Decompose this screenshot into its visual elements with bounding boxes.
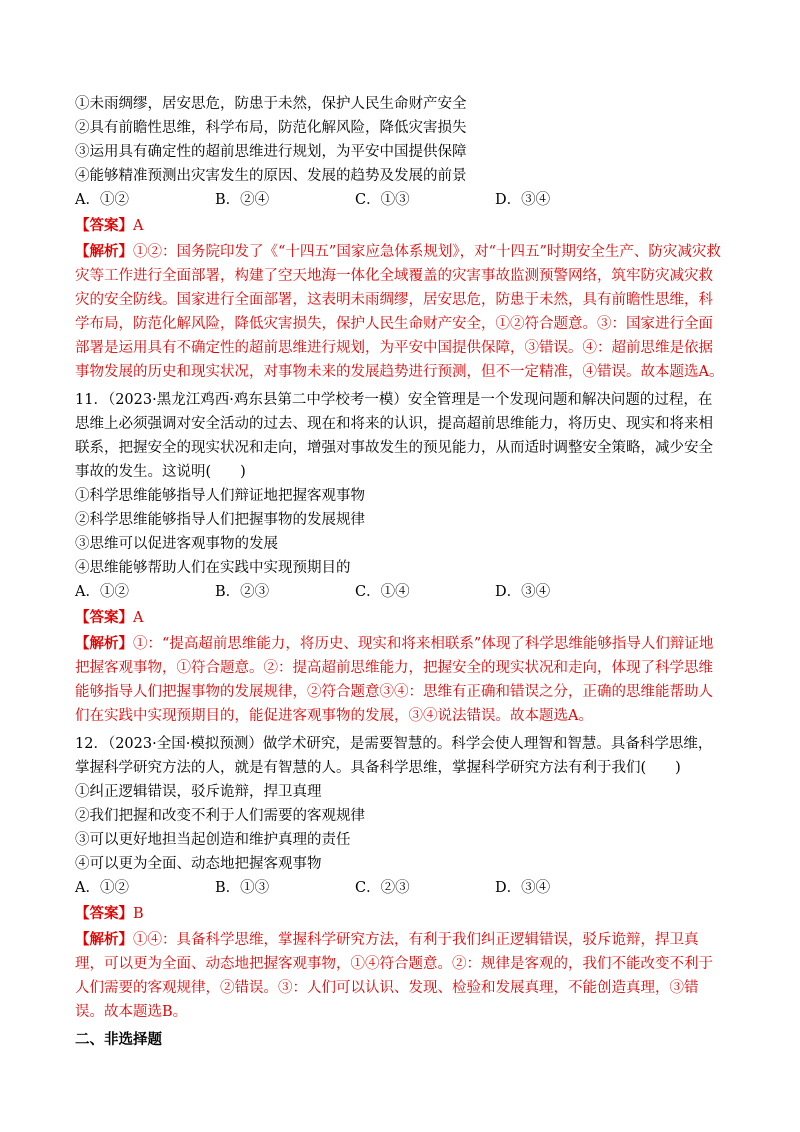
q12-stem: 12．（2023·全国·模拟预测）做学术研究，是需要智慧的。科学会使人理智和智慧。具备科学思维，掌握科学研究方法的人，就是有智慧的人。具备科学思维，掌握科学研究方法有利于我们( ) (75, 736, 713, 776)
q12-analysis (75, 928, 725, 1024)
q12-option-3: ③可以更好地担当起创造和维护真理的责任 (75, 832, 351, 848)
q10-option-3: ③运用具有确定性的超前思维进行规划，为平安中国提供保障 (75, 144, 467, 160)
q11-answer (75, 604, 725, 632)
q10-answer-value: A (133, 218, 144, 234)
q11-choice-d: D．③④ (495, 584, 551, 600)
q10-choice-c: C．①③ (355, 192, 410, 208)
q11-option-4: ④思维能够帮助人们在实践中实现预期目的 (75, 560, 351, 576)
q11-option-3: ③思维可以促进客观事物的发展 (75, 536, 278, 552)
q12-option-2: ②我们把握和改变不利于人们需要的客观规律 (75, 808, 365, 824)
q12-choice-c: C．②③ (355, 880, 410, 896)
q12-option-1: ①纠正逻辑错误，驳斥诡辩，捍卫真理 (75, 784, 322, 800)
q12-choice-b: B．①③ (215, 880, 270, 896)
q12-answer (75, 900, 725, 928)
q10-choice-b: B．②④ (215, 192, 270, 208)
q11-answer-tag: 【答案】 (75, 609, 133, 626)
q10-analysis-tag: 【解析】 (75, 243, 133, 260)
q12-option-4: ④可以更为全面、动态地把握客观事物 (75, 856, 322, 872)
section-title: 二、非选择题 (75, 1031, 162, 1048)
q11-choice-b: B．②③ (215, 584, 270, 600)
q10-analysis-text: ①②：国务院印发了《“十四五”国家应急体系规划》，对“十四五”时期安全生产、防灾减灾救灾等工作进行全面部署，构建了空天地海一体化全域覆盖的灾害事故监测预警网络，筑牢防灾减灾救灾的安全防线。国家进行全面部署，这表明未雨绸缪，居安思危，防患于未然，具有前瞻性思维，科学布局，防范化解风险，降低灾害损失，保护人民生命财产安全，①②符合题意。③：国家进行全面部署是运用具有不确定性的超前思维进行规划，为平安中国提供保障，③错误。④：超前思维是依据事物发展的历史和现实状况，对事物未来的发展趋势进行预测，但不一定精准，④错误。故本题选A。 (75, 244, 724, 380)
q11-answer-value: A (133, 610, 144, 626)
q10-answer-tag: 【答案】 (75, 217, 133, 234)
q11-choice-c: C．①④ (355, 584, 410, 600)
q11-analysis-tag: 【解析】 (75, 635, 133, 652)
q11-options (75, 484, 725, 580)
q10-option-2: ②具有前瞻性思维，科学布局，防范化解风险，降低灾害损失 (75, 120, 467, 136)
q12-choice-a: A．①② (75, 880, 129, 896)
q10-choices (75, 188, 725, 212)
q11-choice-a: A．①② (75, 584, 129, 600)
q11-choices (75, 580, 725, 604)
q12-choice-d: D．③④ (495, 880, 551, 896)
q11-analysis (75, 632, 725, 728)
q11-option-1: ①科学思维能够指导人们辩证地把握客观事物 (75, 488, 365, 504)
q12-answer-tag: 【答案】 (75, 905, 133, 922)
document-page (75, 92, 725, 1052)
q11-stem: 11．（2023·黑龙江鸡西·鸡东县第二中学校考一模）安全管理是一个发现问题和解决问题的过程，在思维上必须强调对安全活动的过去、现在和将来的认识，提高超前思维能力，将历史、现实和将来相联系，把握安全的现实状况和走向，增强对事故发生的预见能力，从而适时调整安全策略，减少安全事故的发生。这说明( ) (75, 392, 713, 480)
q11-option-2: ②科学思维能够指导人们把握事物的发展规律 (75, 512, 365, 528)
q12-analysis-tag: 【解析】 (75, 931, 133, 948)
q10-answer (75, 212, 725, 240)
q10-analysis (75, 240, 725, 384)
q11-analysis-text: ①：“提高超前思维能力，将历史、现实和将来相联系”体现了科学思维能够指导人们辩证地把握客观事物，①符合题意。②：提高超前思维能力，把握安全的现实状况和走向，体现了科学思维能够指导人们把握事物的发展规律，②符合题意③④：思维有正确和错误之分，正确的思维能帮助人们在实践中实现预期目的，能促进客观事物的发展，③④说法错误。故本题选A。 (75, 636, 714, 724)
q10-choice-d: D．③④ (495, 192, 551, 208)
q12-choices (75, 876, 725, 900)
q10-option-1: ①未雨绸缪，居安思危，防患于未然，保护人民生命财产安全 (75, 96, 467, 112)
q12-analysis-text: ①④：具备科学思维，掌握科学研究方法，有利于我们纠正逻辑错误，驳斥诡辩，捍卫真理，可以更为全面、动态地把握客观事物，①④符合题意。②：规律是客观的，我们不能改变不利于人们需要的客观规律，②错误。③：人们可以认识、发现、检验和发展真理，不能创造真理，③错误。故本题选B。 (75, 932, 713, 1020)
q10-options (75, 92, 725, 188)
q10-choice-a: A．①② (75, 192, 129, 208)
q12-answer-value: B (133, 906, 144, 922)
q10-option-4: ④能够精准预测出灾害发生的原因、发展的趋势及发展的前景 (75, 168, 467, 184)
q12-options (75, 780, 725, 876)
